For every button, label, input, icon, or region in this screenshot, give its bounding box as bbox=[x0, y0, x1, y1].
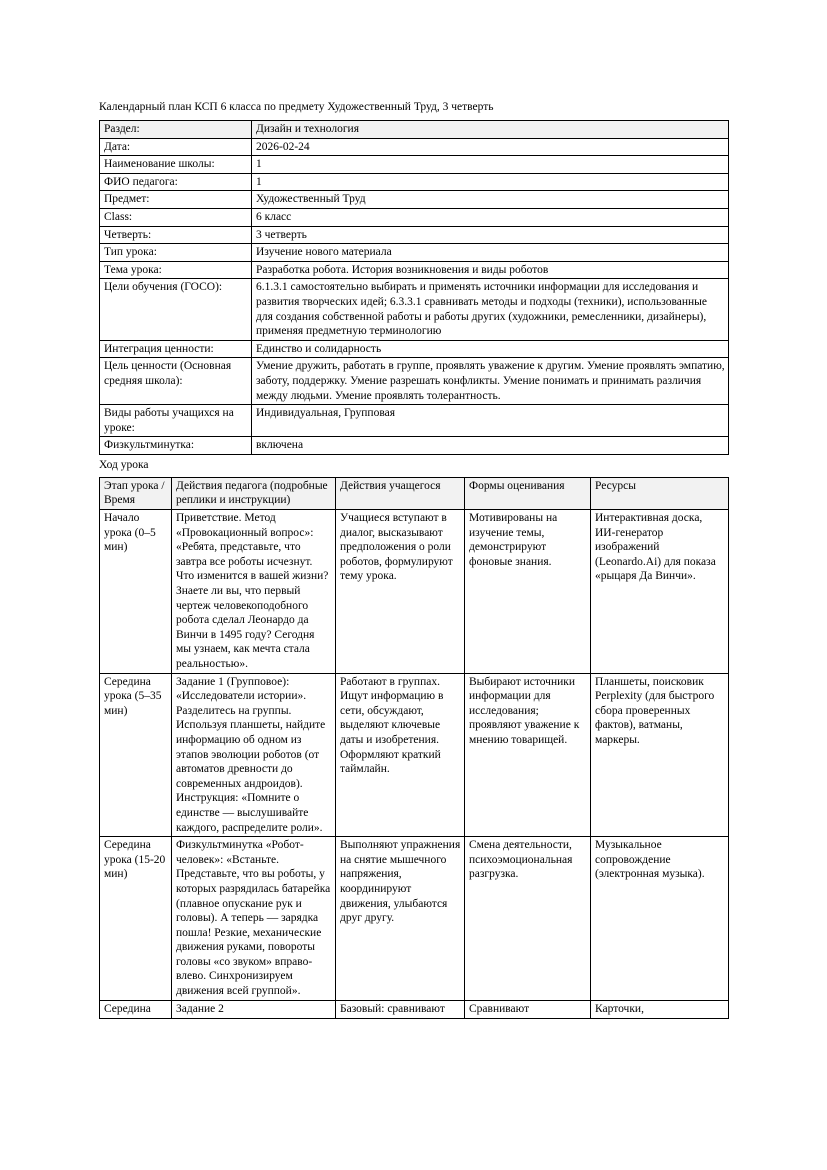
flow-cell-teacher: Физкультминутка «Робот-человек»: «Встаньте. Представьте, что вы роботы, у которых разрядилась батарейка (плавное опускание рук и головы). А теперь — зарядка пошла! Резкие, механические движения руками, повороты головы «со звуком» вправо-влево. Синхронизируем движения всей группой». bbox=[172, 837, 336, 1001]
info-row-value: Художественный Труд bbox=[252, 191, 729, 209]
info-row-value: 6 класс bbox=[252, 208, 729, 226]
flow-cell-teacher: Задание 1 (Групповое): «Исследователи истории». Разделитесь на группы. Используя планшеты, найдите информацию об одном из этапов эволюции роботов (от автоматов древности до современных андроидов). Инструкция: «Помните о единстве — выслушивайте каждого, распределите роли». bbox=[172, 673, 336, 837]
flow-cell-teacher: Задание 2 bbox=[172, 1000, 336, 1018]
info-row-label: Четверть: bbox=[100, 226, 252, 244]
info-row-label: Цели обучения (ГОСО): bbox=[100, 279, 252, 340]
flow-cell-assessment: Мотивированы на изучение темы, демонстрируют фоновые знания. bbox=[465, 510, 591, 674]
flow-header-resources: Ресурсы bbox=[591, 477, 729, 509]
flow-cell-stage: Начало урока (0–5 мин) bbox=[100, 510, 172, 674]
table-row bbox=[100, 340, 729, 358]
info-row-label: Дата: bbox=[100, 138, 252, 156]
flow-header-stage: Этап урока / Время bbox=[100, 477, 172, 509]
table-row bbox=[100, 156, 729, 174]
flow-cell-teacher: Приветствие. Метод «Провокационный вопрос»: «Ребята, представьте, что завтра все роботы исчезнут. Что изменится в вашей жизни? Знаете ли вы, что первый чертеж человекоподобного робота сделал Леонардо да Винчи в 1495 году? Сегодня мы узнаем, как мечта стала реальностью». bbox=[172, 510, 336, 674]
flow-cell-resources: Интерактивная доска, ИИ-генератор изображений (Leonardo.Ai) для показа «рыцаря Да Винчи». bbox=[591, 510, 729, 674]
info-row-label: Раздел: bbox=[100, 121, 252, 139]
info-row-label: Виды работы учащихся на уроке: bbox=[100, 405, 252, 437]
flow-cell-resources: Музыкальное сопровождение (электронная музыка). bbox=[591, 837, 729, 1001]
table-row bbox=[100, 261, 729, 279]
table-row bbox=[100, 244, 729, 262]
flow-header-assessment: Формы оценивания bbox=[465, 477, 591, 509]
info-row-label: ФИО педагога: bbox=[100, 173, 252, 191]
table-row bbox=[100, 121, 729, 139]
flow-cell-resources: Планшеты, поисковик Perplexity (для быстрого сбора проверенных фактов), ватманы, маркеры. bbox=[591, 673, 729, 837]
flow-cell-resources: Карточки, bbox=[591, 1000, 729, 1018]
info-row-label: Наименование школы: bbox=[100, 156, 252, 174]
info-row-value: 6.1.3.1 самостоятельно выбирать и применять источники информации для исследования и развития творческих идей; 6.3.3.1 сравнивать методы и подходы (техники), использованные для создания собственной работы и работы других (художники, ремесленники, дизайнеры), применяя предметную терминологию bbox=[252, 279, 729, 340]
table-row bbox=[100, 405, 729, 437]
info-row-value: Разработка робота. История возникновения и виды роботов bbox=[252, 261, 729, 279]
info-row-value: включена bbox=[252, 437, 729, 455]
flow-cell-assessment: Выбирают источники информации для исследования; проявляют уважение к мнению товарищей. bbox=[465, 673, 591, 837]
flow-header-teacher: Действия педагога (подробные реплики и инструкции) bbox=[172, 477, 336, 509]
table-row bbox=[100, 191, 729, 209]
flow-cell-student: Выполняют упражнения на снятие мышечного напряжения, координируют движения, улыбаются друг другу. bbox=[336, 837, 465, 1001]
page-title: Календарный план КСП 6 класса по предмету Художественный Труд, 3 четверть bbox=[99, 101, 494, 113]
table-row bbox=[100, 358, 729, 405]
table-row bbox=[100, 173, 729, 191]
flow-cell-student: Учащиеся вступают в диалог, высказывают предположения о роли роботов, формулируют тему урока. bbox=[336, 510, 465, 674]
table-row bbox=[100, 279, 729, 340]
info-row-label: Тема урока: bbox=[100, 261, 252, 279]
lesson-info-table bbox=[99, 120, 729, 455]
lesson-flow-table bbox=[99, 477, 729, 1019]
flow-cell-student: Базовый: сравнивают bbox=[336, 1000, 465, 1018]
flow-cell-assessment: Смена деятельности, психоэмоциональная разгрузка. bbox=[465, 837, 591, 1001]
flow-cell-stage: Середина урока (15-20 мин) bbox=[100, 837, 172, 1001]
table-row bbox=[100, 138, 729, 156]
info-row-value: Индивидуальная, Групповая bbox=[252, 405, 729, 437]
info-row-label: Class: bbox=[100, 208, 252, 226]
info-row-label: Цель ценности (Основная средняя школа): bbox=[100, 358, 252, 405]
info-row-value: Единство и солидарность bbox=[252, 340, 729, 358]
table-row bbox=[100, 437, 729, 455]
flow-cell-student: Работают в группах. Ищут информацию в сети, обсуждают, выделяют ключевые даты и изобретения. Оформляют краткий таймлайн. bbox=[336, 673, 465, 837]
table-row bbox=[100, 673, 729, 837]
table-row bbox=[100, 208, 729, 226]
flow-header-student: Действия учащегося bbox=[336, 477, 465, 509]
table-row bbox=[100, 837, 729, 1001]
flow-cell-assessment: Сравнивают bbox=[465, 1000, 591, 1018]
info-row-label: Интеграция ценности: bbox=[100, 340, 252, 358]
table-row bbox=[100, 1000, 729, 1018]
info-row-value: 2026-02-24 bbox=[252, 138, 729, 156]
info-row-value: Дизайн и технология bbox=[252, 121, 729, 139]
flow-cell-stage: Середина bbox=[100, 1000, 172, 1018]
flow-cell-stage: Середина урока (5–35 мин) bbox=[100, 673, 172, 837]
table-row bbox=[100, 226, 729, 244]
info-row-value: Умение дружить, работать в группе, проявлять уважение к другим. Умение проявлять эмпатию, заботу, поддержку. Умение разрешать конфликты. Умение понимать и принимать различия между людьми. Умение проявлять толерантность. bbox=[252, 358, 729, 405]
table-row bbox=[100, 510, 729, 674]
info-row-label: Тип урока: bbox=[100, 244, 252, 262]
info-row-label: Физкультминутка: bbox=[100, 437, 252, 455]
info-row-value: 1 bbox=[252, 156, 729, 174]
info-row-value: Изучение нового материала bbox=[252, 244, 729, 262]
lesson-flow-caption: Ход урока bbox=[99, 458, 149, 471]
info-row-value: 3 четверть bbox=[252, 226, 729, 244]
info-row-value: 1 bbox=[252, 173, 729, 191]
flow-table-header-row bbox=[100, 477, 729, 509]
info-row-label: Предмет: bbox=[100, 191, 252, 209]
